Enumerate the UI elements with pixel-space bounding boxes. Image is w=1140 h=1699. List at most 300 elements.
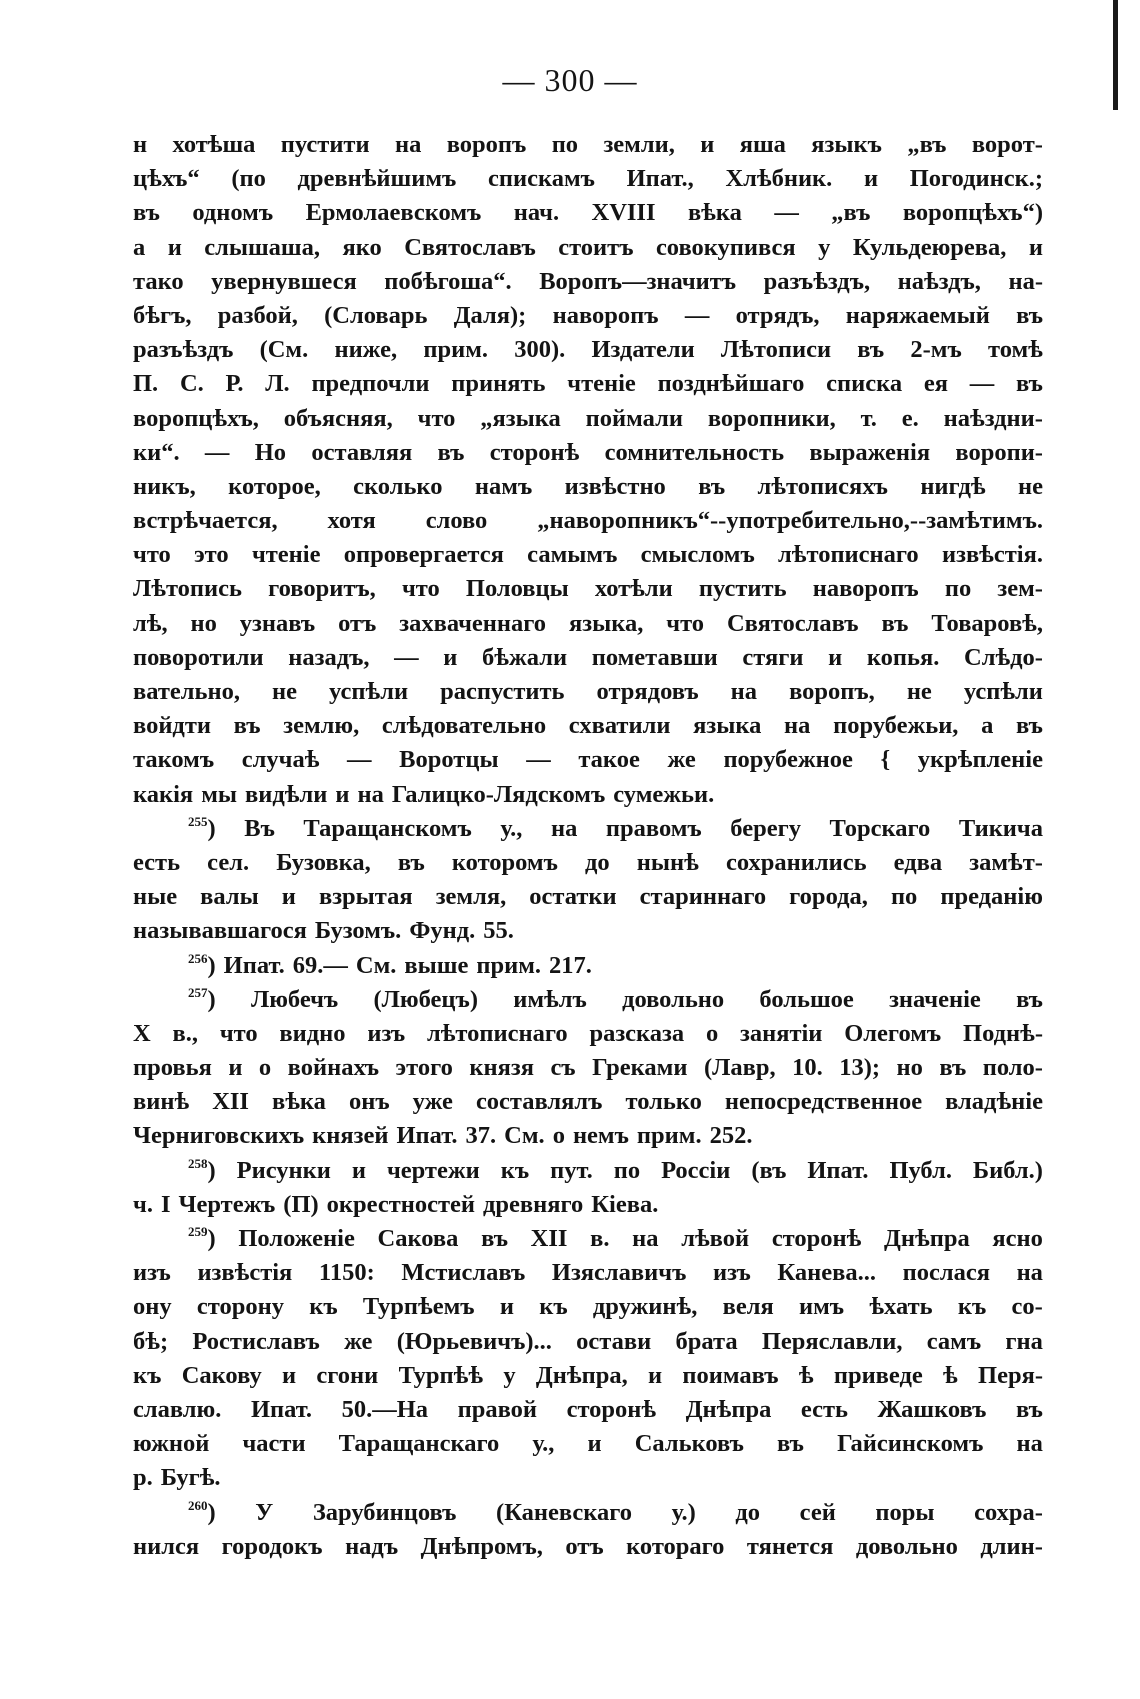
word: у., [532, 1430, 555, 1458]
word: сторону [196, 1293, 284, 1321]
word: Ипат. [396, 1122, 458, 1150]
footnote-number: 259 [188, 1224, 208, 1239]
word: выше [404, 951, 469, 979]
word: же [667, 746, 696, 774]
text-line [133, 299, 1043, 333]
word: воропцѣхъ, [133, 404, 259, 432]
word: изъ [133, 1259, 171, 1287]
word: наворопъ [812, 575, 919, 603]
word: языка [693, 712, 762, 740]
word: и [587, 1430, 602, 1458]
word: 69.— [292, 951, 348, 979]
word: называвшагося [133, 917, 307, 945]
word: — [969, 370, 995, 398]
word: на [632, 1225, 659, 1252]
word: — [204, 438, 230, 466]
word: лѣвой [681, 1225, 750, 1252]
text-line [133, 470, 1043, 504]
word: Любечъ [250, 985, 339, 1013]
word: нач. [513, 199, 560, 227]
word: есть [800, 1395, 848, 1423]
word: 2-мъ [910, 336, 962, 364]
word: принять [451, 370, 546, 398]
word: Турпѣѣ [398, 1361, 484, 1389]
word: къ [500, 1156, 530, 1184]
word: цѣхъ“ [133, 165, 200, 193]
word: зем- [997, 575, 1043, 603]
word: Товаровѣ, [931, 609, 1043, 637]
word: { [880, 746, 891, 774]
word: языка, [568, 609, 644, 637]
word: т. [860, 404, 877, 432]
word: и [281, 883, 296, 911]
word: а [133, 233, 146, 261]
word: опровергается [343, 541, 504, 569]
word: — [526, 746, 551, 774]
word: никъ, [133, 472, 196, 500]
word: и [700, 131, 715, 158]
word: е. [901, 404, 919, 432]
word: воропники, [707, 404, 836, 432]
word: и [1028, 233, 1043, 261]
text-line [133, 1051, 1043, 1085]
word: Канева... [777, 1259, 876, 1287]
word: валы [200, 883, 259, 911]
word: князя [469, 1054, 534, 1082]
word: въ [233, 712, 261, 740]
word: пустить [698, 575, 787, 603]
text-line [133, 1256, 1043, 1290]
word: См. [355, 951, 397, 979]
word: разъѣздъ, [763, 267, 871, 295]
word: вѣка [272, 1088, 326, 1116]
word: вательно, [133, 678, 240, 705]
word: съ [550, 1054, 576, 1082]
word: преданію [940, 883, 1043, 911]
text-line [133, 880, 1043, 914]
word: Рисунки [236, 1156, 331, 1184]
footnote-number: 257 [188, 984, 208, 1000]
word: Хлѣбник. [725, 165, 833, 193]
word: къ [309, 1293, 338, 1321]
word: (Любецъ) [373, 985, 478, 1013]
word: войнахъ [287, 1054, 380, 1082]
word: ниже, [334, 336, 398, 364]
word: въ [857, 336, 885, 364]
footnote-start-line [133, 983, 1043, 1017]
word: порубежьи, [833, 712, 959, 740]
word: X [133, 1019, 151, 1047]
word: самъ [926, 1327, 982, 1355]
word: онъ [348, 1088, 390, 1116]
word: отъ [565, 1532, 604, 1560]
word: по [613, 1156, 641, 1184]
word: на [1016, 1259, 1043, 1287]
word: сомнительность [604, 438, 785, 466]
word: Святославъ [726, 609, 859, 637]
word: бѣгъ, [133, 301, 192, 329]
word: есть [133, 848, 181, 876]
word: видно [279, 1019, 346, 1047]
word: отрядъ, [735, 301, 820, 329]
text-line [133, 778, 1043, 812]
word: же [344, 1327, 373, 1355]
word: Бугѣ. [160, 1464, 221, 1492]
word: на [1016, 1430, 1043, 1458]
word: ворот- [971, 131, 1043, 158]
word: и [167, 233, 182, 261]
word: Воротцы [399, 746, 499, 774]
word: пут. [550, 1156, 593, 1184]
word: распустить [440, 678, 565, 705]
word: части [242, 1430, 306, 1458]
word: 55. [483, 917, 514, 945]
word: въ [1016, 301, 1043, 329]
word: провья [133, 1054, 212, 1082]
word: (Словарь [324, 301, 428, 329]
word: Ипат. [807, 1156, 869, 1184]
word: слышаша, [204, 233, 320, 261]
word: поимавъ [682, 1361, 779, 1389]
word: „въ [907, 131, 947, 158]
word: Поднѣ- [963, 1019, 1043, 1047]
text-line [133, 1359, 1043, 1393]
word: поймали [585, 404, 683, 432]
word: о [705, 1019, 719, 1047]
word: ѣ [943, 1361, 958, 1389]
word: 10. [792, 1054, 823, 1082]
word: П. [133, 370, 159, 398]
word: Половцы [465, 575, 569, 603]
word: Зарубинцовъ [312, 1498, 457, 1526]
word: по [551, 131, 579, 158]
word: землю, [283, 712, 360, 740]
footnote-number: 258 [188, 1155, 208, 1171]
word: случаѣ [241, 746, 320, 774]
word: едва [893, 848, 943, 876]
word: въ [437, 438, 465, 466]
word: пометавши [591, 643, 718, 671]
word: (См. [259, 336, 309, 364]
word: $^{255}$) [188, 813, 216, 842]
word: извѣстно [564, 472, 666, 500]
word: хотѣли [594, 575, 673, 603]
word: порубежное [723, 746, 853, 774]
word: на [394, 131, 422, 158]
word: $^{258}$) [188, 1155, 216, 1184]
word: въ [777, 1430, 804, 1458]
word: извѣстія [197, 1259, 293, 1287]
word: разбой, [217, 301, 298, 329]
text-line [133, 572, 1043, 606]
word: побѣгоша“. [384, 267, 512, 295]
word: и [443, 643, 458, 671]
word: предпочли [311, 370, 430, 398]
word: къ [539, 1293, 568, 1321]
word: Кіева. [591, 1190, 659, 1218]
word: въ [397, 848, 425, 876]
word: наряжаемый [845, 301, 990, 329]
word: Бузомъ. [314, 917, 402, 945]
word: земля, [435, 883, 507, 911]
word: „языка [480, 404, 561, 432]
word: языкъ [811, 131, 882, 158]
word: Фунд. [409, 917, 476, 945]
word: Перяславли, [761, 1327, 903, 1355]
word: слѣдовательно [381, 712, 547, 740]
word: Днѣпромъ, [420, 1532, 543, 1560]
word: въ [698, 472, 726, 500]
word: древнѣйшимъ [297, 165, 457, 193]
word: правомъ [605, 814, 702, 842]
word: окрестностей [326, 1190, 476, 1218]
word: о [258, 1054, 272, 1082]
word: узнавъ [239, 609, 316, 637]
word: — [347, 746, 372, 774]
word: и [282, 1361, 297, 1389]
word: позднѣйшаго [657, 370, 805, 398]
word: слово [425, 507, 488, 535]
word: этого [395, 1054, 453, 1082]
text-line [133, 1530, 1043, 1564]
word: князей [312, 1122, 389, 1150]
word: нынѣ [636, 848, 699, 876]
word: томѣ [987, 336, 1043, 364]
text-line [133, 743, 1043, 777]
word: приведе [833, 1361, 923, 1389]
word: намъ [474, 472, 533, 500]
word: „наворопникъ“--употребительно,--замѣтимъ. [537, 507, 1043, 535]
word: стяги [742, 643, 804, 671]
word: земли, [603, 131, 675, 158]
word: отъ [338, 609, 377, 637]
word: воропъ, [789, 678, 875, 705]
word: Кульдеюрева, [852, 233, 1007, 261]
word: Днѣпра, [535, 1361, 628, 1389]
word: стариннаго [639, 883, 767, 911]
word: города, [789, 883, 868, 911]
word: — [774, 199, 799, 227]
word: длин- [980, 1532, 1043, 1560]
page-body-text [133, 128, 1043, 1564]
word: въ [939, 1054, 967, 1082]
word: Тикича [958, 814, 1043, 842]
word: увернувшеся [211, 267, 357, 295]
word: „въ [831, 199, 871, 227]
text-line [133, 1188, 1043, 1222]
word: н [133, 131, 148, 158]
word: лѣтописяхъ [757, 472, 888, 500]
text-line [133, 914, 1043, 948]
word: Бузовка, [276, 848, 371, 876]
text-line [133, 1017, 1043, 1051]
word: что [401, 575, 440, 603]
word: въ [133, 199, 160, 227]
word: ясно [992, 1225, 1043, 1252]
word: воропцѣхъ“) [902, 199, 1043, 227]
word: Но [254, 438, 287, 466]
word: ч. [133, 1190, 153, 1218]
word: $^{260}$) [188, 1497, 216, 1526]
word: воропи- [955, 438, 1043, 466]
word: сел. [207, 848, 250, 876]
word: славлю. [133, 1395, 222, 1423]
word: вѣка [687, 199, 742, 227]
text-line [133, 709, 1043, 743]
word: поло- [982, 1054, 1043, 1082]
text-line [133, 128, 1043, 162]
word: I [160, 1190, 171, 1218]
word: чертежи [386, 1156, 480, 1184]
word: на [550, 814, 578, 842]
word: Сакову [181, 1361, 262, 1389]
word: владѣніе [945, 1088, 1043, 1116]
word: но [896, 1054, 923, 1082]
word: (по [231, 165, 266, 193]
text-line [133, 436, 1043, 470]
word: изъ [367, 1019, 406, 1047]
word: у [818, 233, 831, 261]
word: Ипат., [626, 165, 694, 193]
text-line [133, 231, 1043, 265]
word: 37. [465, 1122, 497, 1150]
word: наѣздни- [943, 404, 1043, 432]
word: $^{256}$) [188, 950, 216, 979]
word: ки“. [133, 438, 180, 466]
word: Жашковъ [877, 1395, 987, 1423]
word: разсказа [589, 1019, 685, 1047]
word: Публ. [889, 1156, 952, 1184]
word: а [981, 712, 994, 740]
word: говоритъ, [268, 575, 376, 603]
word: взрытая [318, 883, 413, 911]
word: берегу [730, 814, 801, 842]
word: Таращанскаго [338, 1430, 500, 1458]
footnote-start-line [133, 949, 1043, 983]
word: веля [722, 1293, 774, 1321]
word: Р. [225, 370, 244, 398]
word: выраженія [809, 438, 931, 466]
word: сторонѣ [771, 1225, 862, 1252]
footnote-start-line [133, 1222, 1043, 1256]
word: Лѣтописи [720, 336, 832, 364]
word: $^{259}$) [188, 1224, 216, 1252]
text-line [133, 1393, 1043, 1427]
word: Черниговскихъ [133, 1122, 305, 1150]
word: (Юрьевичъ)... [396, 1327, 552, 1355]
word: это [194, 541, 229, 569]
word: Турпѣемъ [362, 1293, 475, 1321]
word: въ [881, 609, 909, 637]
word: прим. [476, 951, 542, 979]
word: Изяславичъ [551, 1259, 687, 1287]
word: лѣтописнаго [778, 541, 919, 569]
word: довольно [855, 1532, 958, 1560]
text-line [133, 846, 1043, 880]
word: 1150: [318, 1259, 375, 1287]
word: прим. [423, 336, 489, 364]
word: Въ [244, 814, 275, 842]
word: и [828, 643, 843, 671]
word: и [863, 165, 879, 193]
word: (П) [283, 1190, 319, 1218]
word: схватили [568, 712, 671, 740]
word: Ипат. [250, 1395, 313, 1423]
word: Галицко-Лядскомъ [391, 780, 606, 808]
word: хотѣша [172, 131, 256, 158]
word: сторонѣ [566, 1395, 657, 1423]
word: отрядовъ [596, 678, 699, 705]
word: поры [875, 1498, 935, 1526]
footnote-number: 260 [188, 1497, 208, 1513]
footnote-number: 256 [188, 950, 208, 966]
word: ѣ [798, 1361, 814, 1389]
word: довольно [622, 985, 725, 1013]
word: Воропъ—значитъ [539, 267, 737, 295]
word: сохранились [725, 848, 867, 876]
word: большое [759, 985, 854, 1013]
word: Торскаго [829, 814, 931, 842]
word: занятіи [740, 1019, 823, 1047]
word: по [944, 575, 972, 603]
word: Библ.) [972, 1156, 1043, 1184]
word: — [684, 301, 710, 329]
word: и [351, 1156, 366, 1184]
text-line [133, 402, 1043, 436]
word: У [255, 1498, 274, 1526]
word: не [906, 678, 932, 705]
word: замѣт- [969, 848, 1043, 876]
word: назадъ, [288, 643, 370, 671]
word: ные [133, 883, 178, 911]
word: ону [133, 1293, 172, 1321]
word: на [357, 780, 384, 808]
word: которомъ [451, 848, 558, 876]
word: до [585, 848, 610, 876]
word: Лѣтопись [133, 575, 242, 603]
word: имѣлъ [513, 985, 587, 1013]
word: совокупився [655, 233, 796, 261]
word: Чертежъ [178, 1190, 276, 1218]
word: в. [590, 1225, 610, 1252]
word: о [552, 1122, 565, 1150]
word: Положеніе [238, 1225, 355, 1252]
word: (Каневскаго [496, 1498, 633, 1526]
word: р. [133, 1464, 153, 1492]
word: XVIII [591, 199, 656, 227]
word: (Лавр, [703, 1054, 776, 1082]
word: сгони [316, 1361, 379, 1389]
word: не [1017, 472, 1043, 500]
word: тако [133, 267, 184, 295]
text-line [133, 1119, 1043, 1153]
word: наворопъ [552, 301, 659, 329]
footnote-number: 255 [188, 813, 208, 829]
word: ѣхать [869, 1293, 933, 1321]
word: въ [1016, 985, 1043, 1013]
word: Даля); [453, 301, 527, 329]
word: Олегомъ [844, 1019, 942, 1047]
word: къ [133, 1361, 162, 1389]
word: какія [133, 780, 194, 808]
word: по [890, 883, 918, 911]
word: что [417, 404, 456, 432]
word: одномъ [192, 199, 274, 227]
word: Мстиславъ [401, 1259, 526, 1287]
word: войдти [133, 712, 211, 740]
word: успѣли [963, 678, 1043, 705]
page-number: — 300 — [502, 62, 638, 98]
